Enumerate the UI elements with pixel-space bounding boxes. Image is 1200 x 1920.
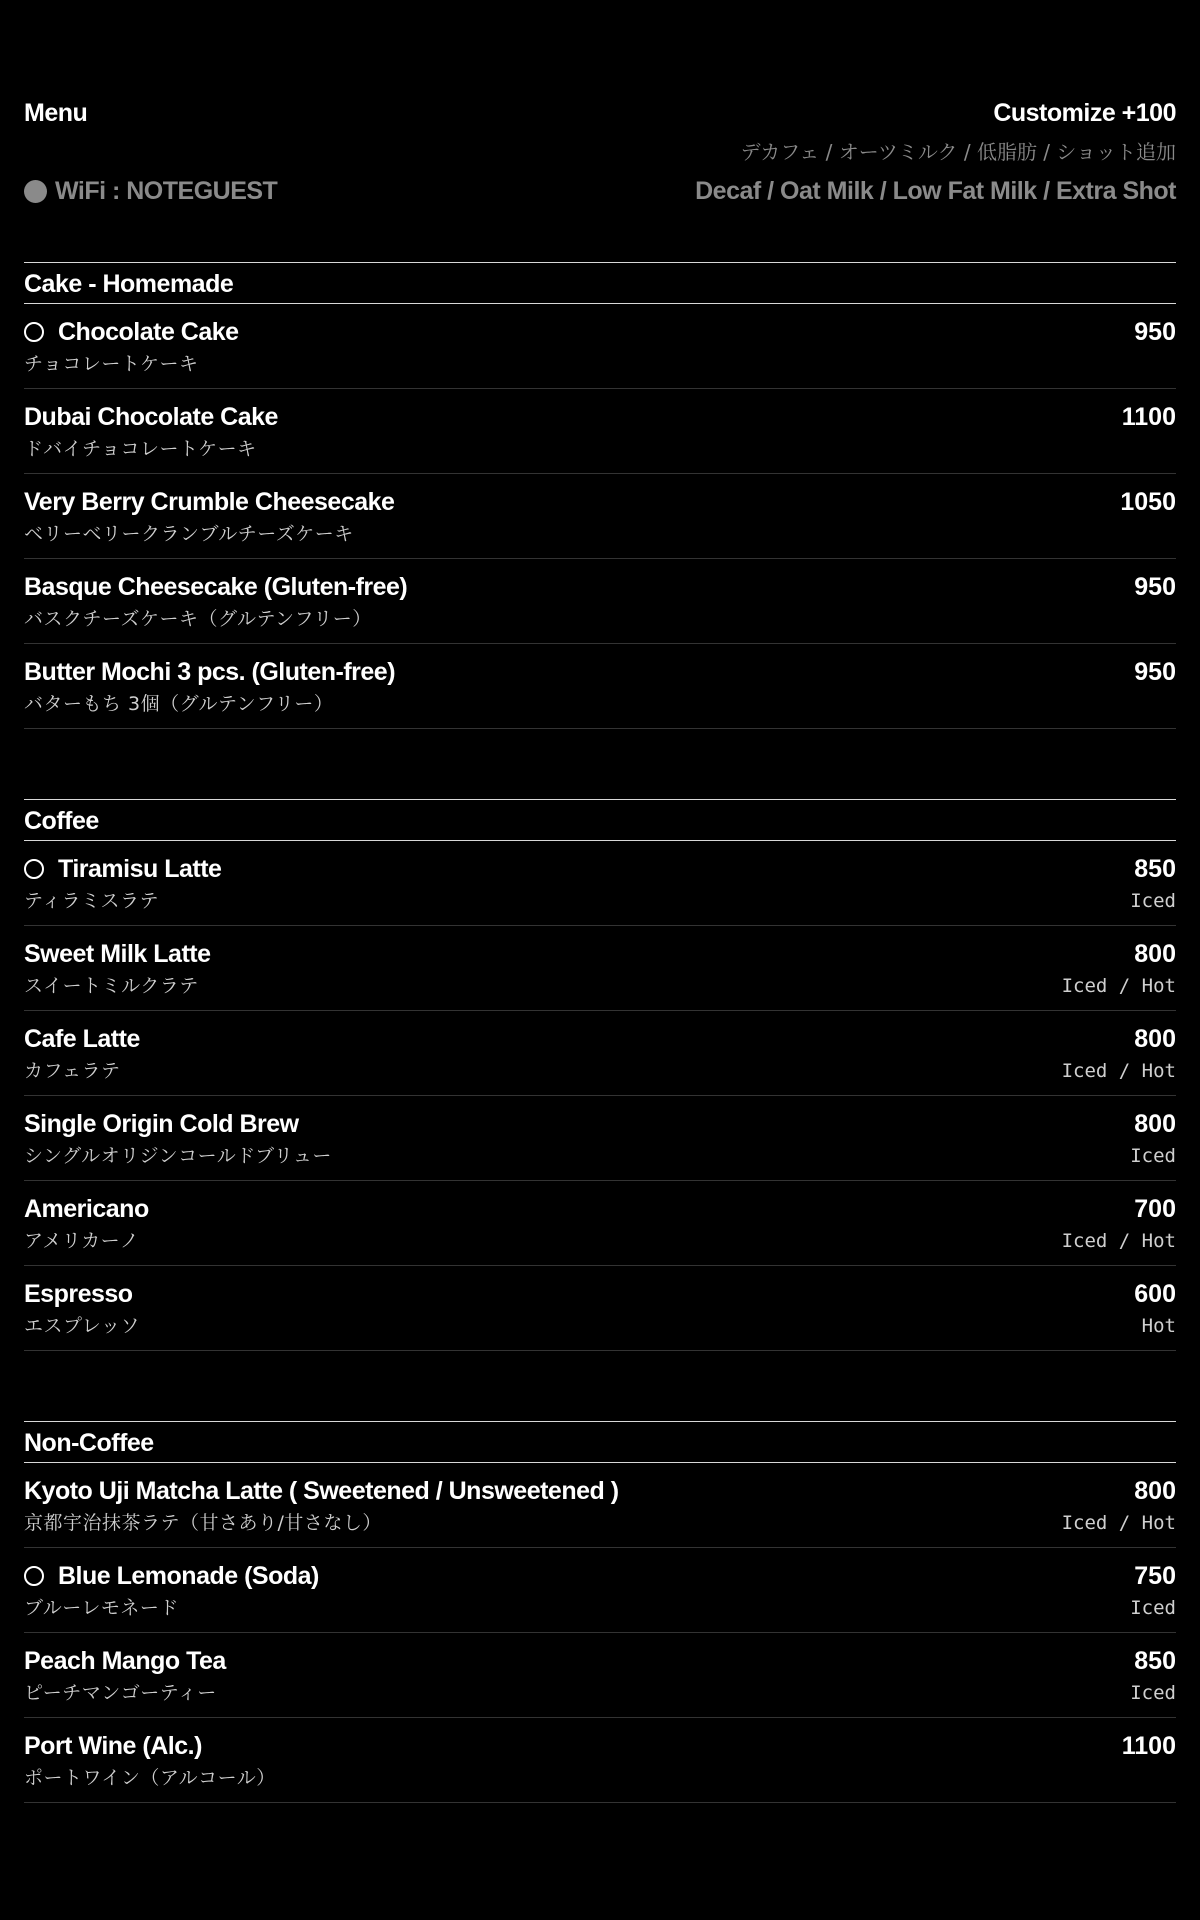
item-name: Basque Cheesecake (Gluten-free): [24, 573, 408, 601]
item-jp: アメリカーノ: [24, 1230, 140, 1252]
item-name: Kyoto Uji Matcha Latte ( Sweetened / Unsweetened ): [24, 1477, 619, 1505]
item-price: 800: [1134, 1110, 1176, 1138]
item-options: Iced: [1130, 1682, 1176, 1704]
item-jp: ピーチマンゴーティー: [24, 1682, 217, 1704]
section-title: Coffee: [24, 799, 1176, 841]
header-right: [695, 96, 1176, 208]
list-item: [24, 389, 1176, 474]
list-item: [24, 1548, 1176, 1633]
item-jp: スイートミルクラテ: [24, 975, 199, 997]
item-price: 800: [1134, 1477, 1176, 1505]
item-jp: ブルーレモネード: [24, 1597, 179, 1619]
item-options: Hot: [1141, 1315, 1176, 1337]
list-item: [24, 474, 1176, 559]
item-options: Iced / Hot: [1061, 1230, 1176, 1252]
item-name: Port Wine (Alc.): [24, 1732, 202, 1760]
section-non-coffee: [24, 1421, 1176, 1803]
list-item: [24, 841, 1176, 926]
item-name: Sweet Milk Latte: [24, 940, 211, 968]
item-price: 1100: [1121, 403, 1176, 431]
item-price: 600: [1134, 1280, 1176, 1308]
list-item: [24, 926, 1176, 1011]
wifi-dot-icon: [24, 180, 47, 203]
item-options: Iced: [1130, 890, 1176, 912]
item-options: Iced: [1130, 1145, 1176, 1167]
customize-options-en: Decaf / Oat Milk / Low Fat Milk / Extra Shot: [695, 177, 1176, 205]
item-jp: エスプレッソ: [24, 1315, 141, 1337]
item-jp: バターもち 3個（グルテンフリー）: [24, 693, 334, 715]
item-name: Dubai Chocolate Cake: [24, 403, 278, 431]
item-price: 950: [1134, 658, 1176, 686]
item-jp: ティラミスラテ: [24, 890, 159, 912]
item-name: Americano: [24, 1195, 149, 1223]
list-item: [24, 559, 1176, 644]
item-options: Iced / Hot: [1061, 975, 1176, 997]
item-price: 800: [1134, 1025, 1176, 1053]
item-price: 850: [1134, 1647, 1176, 1675]
list-item: [24, 1266, 1176, 1351]
item-jp: ポートワイン（アルコール）: [24, 1767, 276, 1789]
customize-options-jp: デカフェ / オーツミルク / 低脂肪 / ショット追加: [740, 140, 1176, 164]
customize-title: Customize +100: [993, 99, 1176, 127]
list-item: [24, 644, 1176, 729]
item-options: Iced / Hot: [1061, 1512, 1176, 1534]
page-title: Menu: [24, 99, 88, 127]
wifi-label: WiFi : NOTEGUEST: [55, 176, 278, 205]
item-jp: ベリーベリークランブルチーズケーキ: [24, 523, 354, 545]
list-item: [24, 1463, 1176, 1548]
item-jp: 京都宇治抹茶ラテ（甘さあり/甘さなし）: [24, 1512, 382, 1534]
section-title: Cake - Homemade: [24, 262, 1176, 304]
circle-mark-icon: [24, 322, 44, 342]
list-item: [24, 1633, 1176, 1718]
item-jp: チョコレートケーキ: [24, 353, 199, 375]
list-item: [24, 1718, 1176, 1803]
item-jp: カフェラテ: [24, 1060, 121, 1082]
item-price: 1100: [1121, 1732, 1176, 1760]
item-name: Butter Mochi 3 pcs. (Gluten-free): [24, 658, 396, 686]
list-item: [24, 1096, 1176, 1181]
circle-mark-icon: [24, 1566, 44, 1586]
section-coffee: [24, 799, 1176, 1351]
item-name: Chocolate Cake: [58, 318, 239, 346]
item-price: 850: [1134, 855, 1176, 883]
item-options: Iced: [1130, 1597, 1176, 1619]
list-item: [24, 304, 1176, 389]
item-jp: シングルオリジンコールドブリュー: [24, 1145, 332, 1167]
item-price: 750: [1134, 1562, 1176, 1590]
item-jp: バスクチーズケーキ（グルテンフリー）: [24, 608, 372, 630]
item-name: Single Origin Cold Brew: [24, 1110, 299, 1138]
item-name: Very Berry Crumble Cheesecake: [24, 488, 395, 516]
item-price: 1050: [1120, 488, 1176, 516]
circle-mark-icon: [24, 859, 44, 879]
list-item: [24, 1181, 1176, 1266]
item-name: Espresso: [24, 1280, 133, 1308]
item-price: 700: [1134, 1195, 1176, 1223]
item-jp: ドバイチョコレートケーキ: [24, 438, 257, 460]
item-price: 800: [1134, 940, 1176, 968]
menu-header: [24, 0, 1176, 208]
section-title: Non-Coffee: [24, 1421, 1176, 1463]
item-price: 950: [1134, 573, 1176, 601]
item-name: Cafe Latte: [24, 1025, 140, 1053]
item-name: Blue Lemonade (Soda): [58, 1562, 319, 1590]
wifi-info: [24, 174, 277, 208]
item-price: 950: [1134, 318, 1176, 346]
section-cake: [24, 262, 1176, 729]
list-item: [24, 1011, 1176, 1096]
item-name: Peach Mango Tea: [24, 1647, 226, 1675]
item-name: Tiramisu Latte: [58, 855, 222, 883]
item-options: Iced / Hot: [1061, 1060, 1176, 1082]
header-left: [24, 96, 277, 208]
